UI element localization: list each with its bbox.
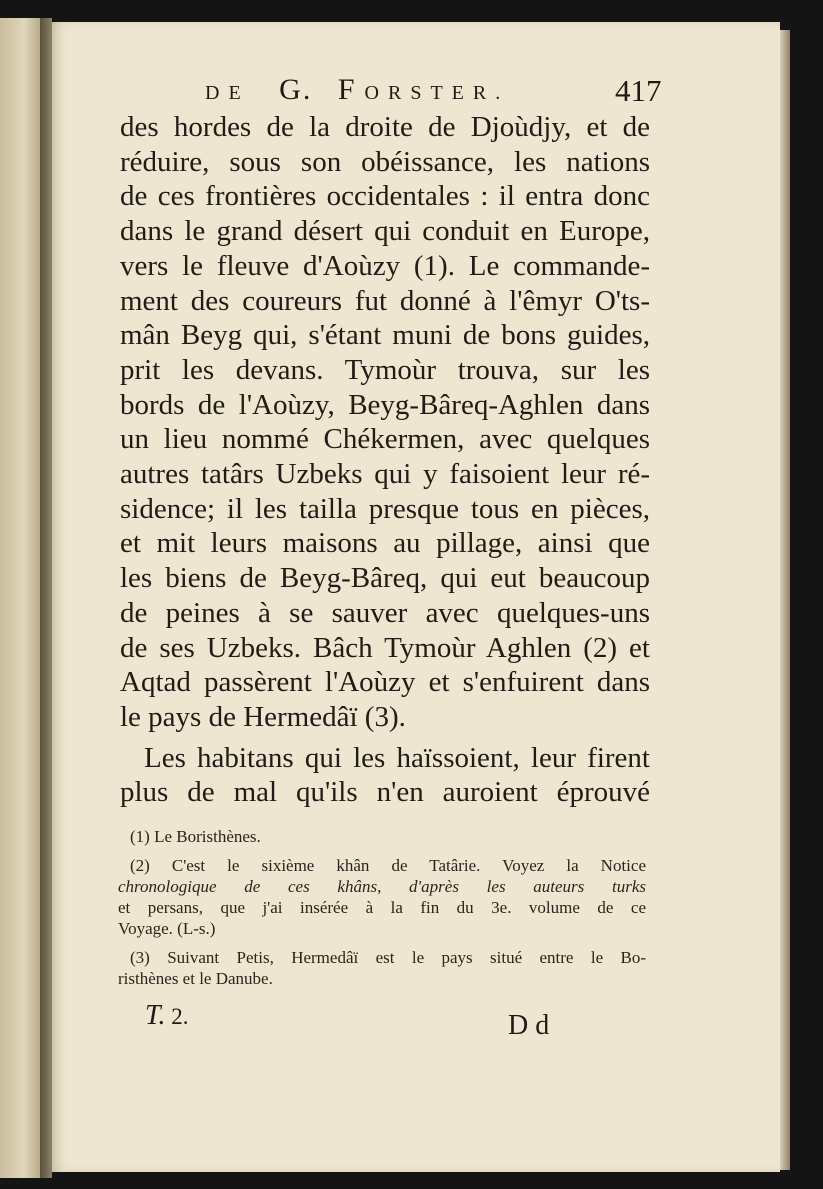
text-line: plus de mal qu'ils n'en auroient éprouvé [120, 776, 650, 809]
footnotes [118, 826, 646, 989]
text-line: de peines à se sauver avec quelques-uns [120, 596, 650, 629]
footnote-2-line: (2) C'est le sixième khân de Tatârie. Voyez la Notice [130, 856, 646, 875]
main-text [120, 110, 650, 810]
text-line: réduire, sous son obéissance, les nations [120, 145, 650, 178]
text-line: Aqtad passèrent l'Aoùzy et s'enfuirent dans [120, 666, 650, 699]
text-line: dans le grand désert qui conduit en Europe, [120, 215, 650, 248]
running-head-g: G. [279, 73, 313, 106]
text-line: de ses Uzbeks. Bâch Tymoùr Aghlen (2) et [120, 631, 650, 664]
footnote-3-line: (3) Suivant Petis, Hermedâï est le pays situé entre le Bo- [130, 948, 646, 967]
signature-mark [145, 1000, 189, 1032]
page-edge [780, 30, 790, 1170]
text-line: Les habitans qui les haïssoient, leur firent [144, 741, 650, 774]
text-line: bords de l'Aoùzy, Beyg-Bâreq-Aghlen dans [120, 388, 650, 421]
footnote-3-line: risthènes et le Danube. [118, 969, 273, 988]
book-gutter [40, 18, 52, 1178]
text-line: ment des coureurs fut donné à l'êmyr O'ts- [120, 284, 650, 317]
running-head-de: DE [205, 82, 250, 104]
signature-tome: T. [145, 1000, 166, 1031]
text-line: le pays de Hermedâï (3). [120, 700, 406, 733]
footnote-1: (1) Le Boristhènes. [130, 827, 261, 846]
text-line: et mit leurs maisons au pillage, ainsi que [120, 527, 650, 560]
text-line: prit les devans. Tymoùr trouva, sur les [120, 353, 650, 386]
facing-page-edge [0, 18, 40, 1178]
text-line: vers le fleuve d'Aoùzy (1). Le commande- [120, 249, 650, 282]
text-line: sidence; il les tailla presque tous en pièces, [120, 492, 650, 525]
footnote-2-line: et persans, que j'ai insérée à la fin du 3e. volume de ce [118, 898, 646, 917]
signature-number: 2. [171, 1004, 189, 1029]
running-head [205, 73, 509, 107]
text-line: un lieu nommé Chékermen, avec quelques [120, 423, 650, 456]
running-head-orster: ORSTER. [364, 82, 510, 104]
signature-catchword: D d [508, 1010, 550, 1041]
running-head-f: F [337, 73, 365, 106]
text-line: de ces frontières occidentales : il entra donc [120, 180, 650, 213]
footnote-2-line: chronologique de ces khâns, d'après les auteurs turks [118, 877, 646, 896]
text-line: les biens de Beyg-Bâreq, qui eut beaucoup [120, 562, 650, 595]
text-line: mân Beyg qui, s'étant muni de bons guides, [120, 319, 650, 352]
text-line: autres tatârs Uzbeks qui y faisoient leur ré- [120, 458, 650, 491]
text-line: des hordes de la droite de Djoùdjy, et de [120, 111, 650, 143]
page-number: 417 [615, 73, 662, 108]
footnote-2-line: Voyage. (L-s.) [118, 919, 216, 938]
